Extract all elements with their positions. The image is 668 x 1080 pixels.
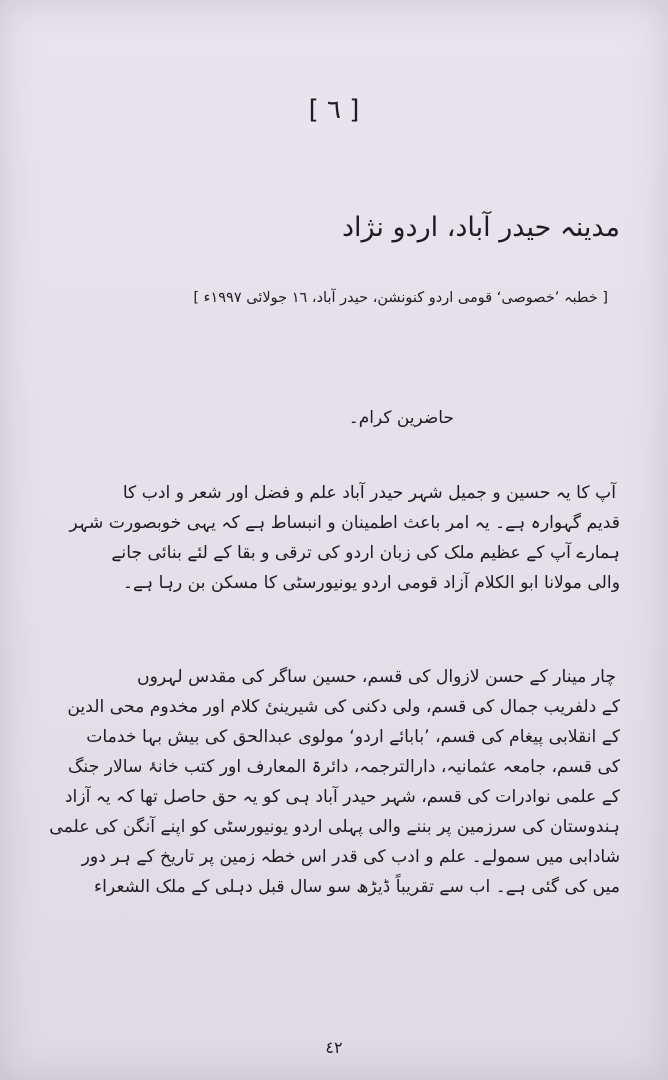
paragraph-line: آپ کا یہ حسین و جمیل شہر حیدر آباد علم و فضل اور شعر و ادب کا xyxy=(122,483,616,503)
chapter-heading: مدینہ حیدر آباد، اردو نژاد xyxy=(341,212,620,243)
paragraph-2 xyxy=(48,662,620,902)
chapter-number-wrap xyxy=(0,95,668,125)
paragraph-line: کے علمی نوادرات کی قسم، شہر حیدر آباد ہی کو یہ حق حاصل تھا کہ یہ آزاد xyxy=(64,787,620,807)
paragraph-line: ہندوستان کی سرزمین پر بننے والی پہلی اردو یونیورسٹی کو اپنے آنگن کی علمی xyxy=(49,817,620,837)
paragraph-line: والی مولانا ابو الکلام آزاد قومی اردو یونیورسٹی کا مسکن بن رہا ہے۔ xyxy=(122,573,620,593)
paragraph-line: میں کی گئی ہے۔ اب سے تقریباً ڈیڑھ سو سال قبل دہلی کے ملک الشعراء xyxy=(94,877,620,897)
chapter-subheading: [ خطبہ ’خصوصی‘ قومی اردو کنونشن، حیدر آباد، ١٦ جولائی ١٩٩٧ء ] xyxy=(193,290,608,306)
paragraph-line: کے دلفریب جمال کی قسم، ولی دکنی کی شیرینیٔ کلام اور مخدوم محی الدین xyxy=(67,697,620,717)
page-number: ٤٢ xyxy=(325,1038,343,1057)
chapter-number: [ ٦ ] xyxy=(308,95,360,125)
paragraph-1 xyxy=(48,478,620,598)
paragraph-line: کی قسم، جامعہ عثمانیہ، دارالترجمہ، دائرۃ المعارف اور کتب خانۂ سالار جنگ xyxy=(68,757,620,777)
salutation: حاضرین کرام۔ xyxy=(348,408,454,428)
paragraph-line: کے انقلابی پیغام کی قسم، ’بابائے اردو‘ مولوی عبدالحق کی بیش بہا خدمات xyxy=(86,727,620,747)
paragraph-line: چار مینار کے حسن لازوال کی قسم، حسین ساگر کی مقدس لہروں xyxy=(136,667,616,687)
paragraph-line: قدیم گہوارہ ہے۔ یہ امر باعث اطمینان و انبساط ہے کہ یہی خوبصورت شہر xyxy=(69,513,620,533)
paragraph-line: شادابی میں سمولے۔ علم و ادب کی قدر اس خطہ زمین پر تاریخ کے ہر دور xyxy=(81,847,620,867)
paragraph-line: ہمارے آپ کے عظیم ملک کی زبان اردو کی ترقی و بقا کے لئے بنائی جانے xyxy=(111,543,620,563)
